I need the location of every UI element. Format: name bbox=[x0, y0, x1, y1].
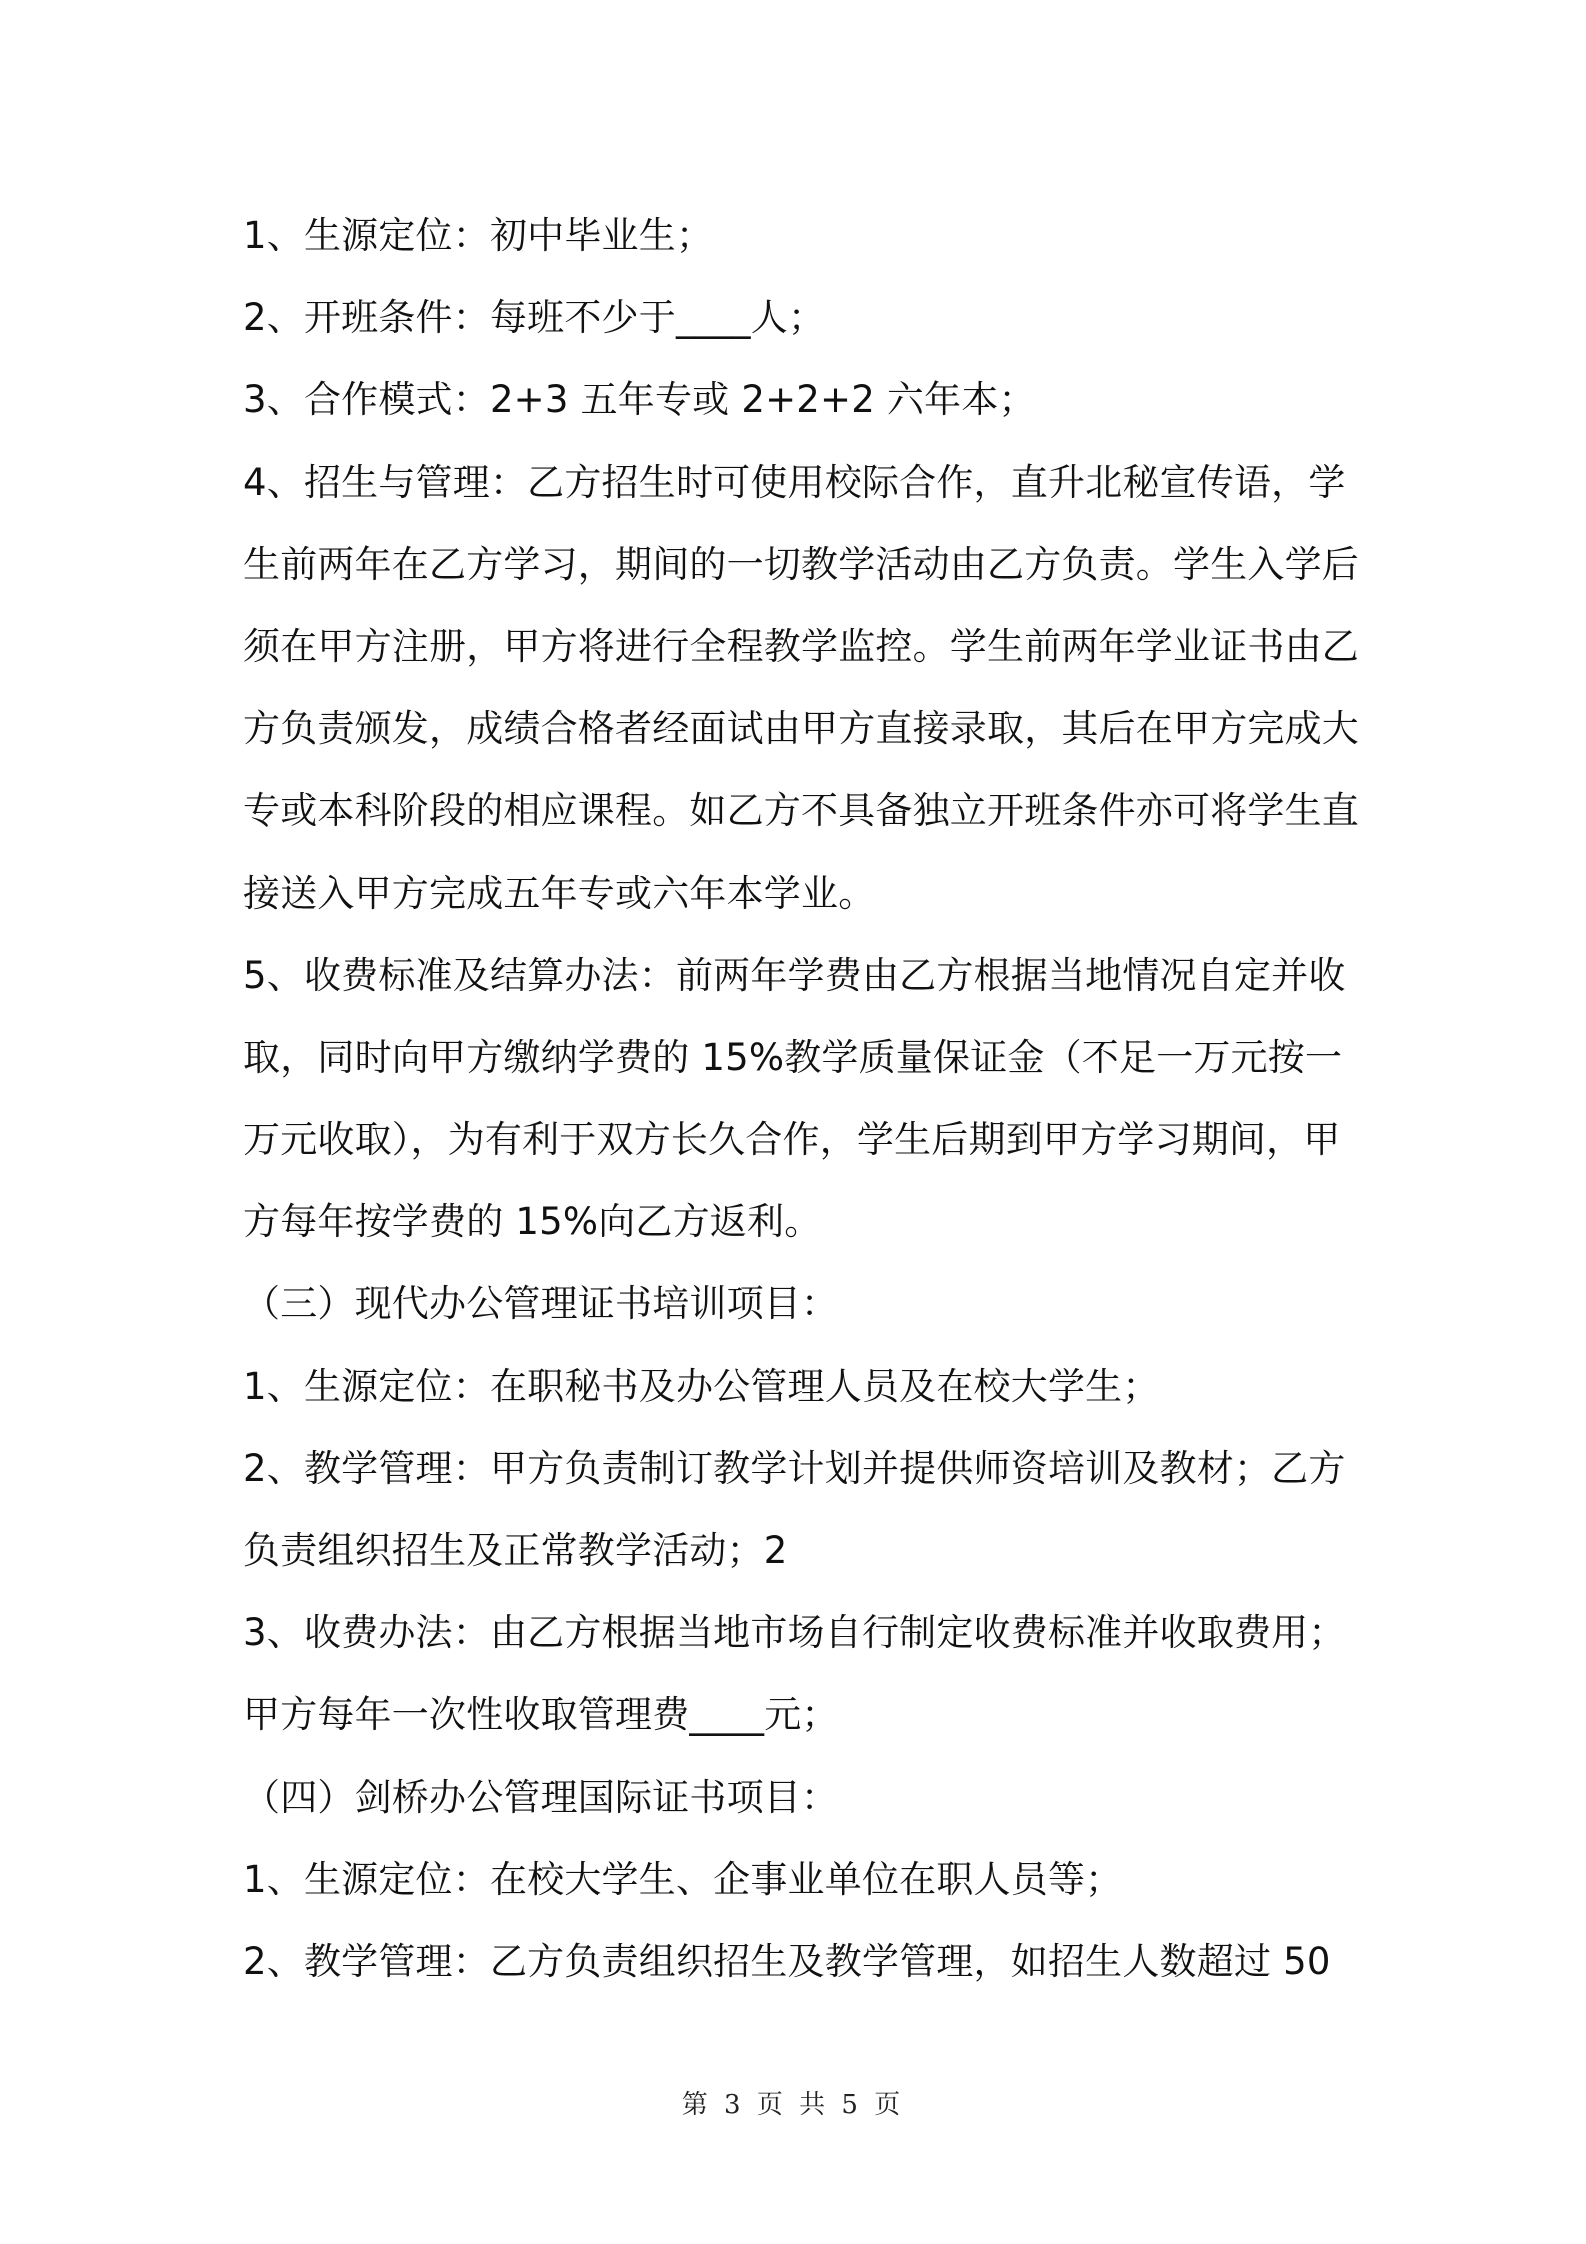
text-line: 万元收取），为有利于双方长久合作，学生后期到甲方学习期间，甲 bbox=[243, 1118, 1341, 1162]
text-line: 2、教学管理：乙方负责组织招生及教学管理，如招生人数超过 50 bbox=[243, 1939, 1331, 1983]
text-line: 1、生源定位：初中毕业生； bbox=[243, 214, 714, 257]
text-line: 甲方每年一次性收取管理费____元； bbox=[243, 1693, 839, 1737]
text-line: 专或本科阶段的相应课程。如乙方不具备独立开班条件亦可将学生直 bbox=[243, 789, 1359, 833]
section-heading: （三）现代办公管理证书培训项目： bbox=[243, 1282, 839, 1326]
text-line: 负责组织招生及正常教学活动；2 bbox=[243, 1529, 788, 1572]
text-line: 3、收费办法：由乙方根据当地市场自行制定收费标准并收取费用； bbox=[243, 1611, 1346, 1655]
text-line: 1、生源定位：在职秘书及办公管理人员及在校大学生； bbox=[243, 1364, 1160, 1408]
text-line: 2、开班条件：每班不少于____人； bbox=[243, 296, 826, 340]
text-line: 5、收费标准及结算办法：前两年学费由乙方根据当地情况自定并收 bbox=[243, 953, 1346, 997]
text-line: 2、教学管理：甲方负责制订教学计划并提供师资培训及教材；乙方 bbox=[243, 1446, 1346, 1490]
text-line: 方负责颁发，成绩合格者经面试由甲方直接录取，其后在甲方完成大 bbox=[243, 707, 1359, 751]
text-line: 3、合作模式：2+3 五年专或 2+2+2 六年本； bbox=[243, 378, 1036, 422]
page-number-footer: 第 3 页 共 5 页 bbox=[681, 2090, 905, 2120]
text-line: 取，同时向甲方缴纳学费的 15%教学质量保证金（不足一万元按一 bbox=[243, 1035, 1343, 1079]
text-line: 须在甲方注册，甲方将进行全程教学监控。学生前两年学业证书由乙 bbox=[243, 624, 1359, 668]
text-line: 方每年按学费的 15%向乙方返利。 bbox=[243, 1200, 822, 1244]
document-body bbox=[243, 195, 1359, 2003]
text-line: 接送入甲方完成五年专或六年本学业。 bbox=[243, 871, 876, 915]
section-heading: （四）剑桥办公管理国际证书项目： bbox=[243, 1775, 839, 1819]
text-line: 生前两年在乙方学习，期间的一切教学活动由乙方负责。学生入学后 bbox=[243, 542, 1359, 586]
text-line: 1、生源定位：在校大学生、企事业单位在职人员等； bbox=[243, 1857, 1123, 1901]
text-line: 4、招生与管理：乙方招生时可使用校际合作，直升北秘宣传语，学 bbox=[243, 460, 1346, 504]
